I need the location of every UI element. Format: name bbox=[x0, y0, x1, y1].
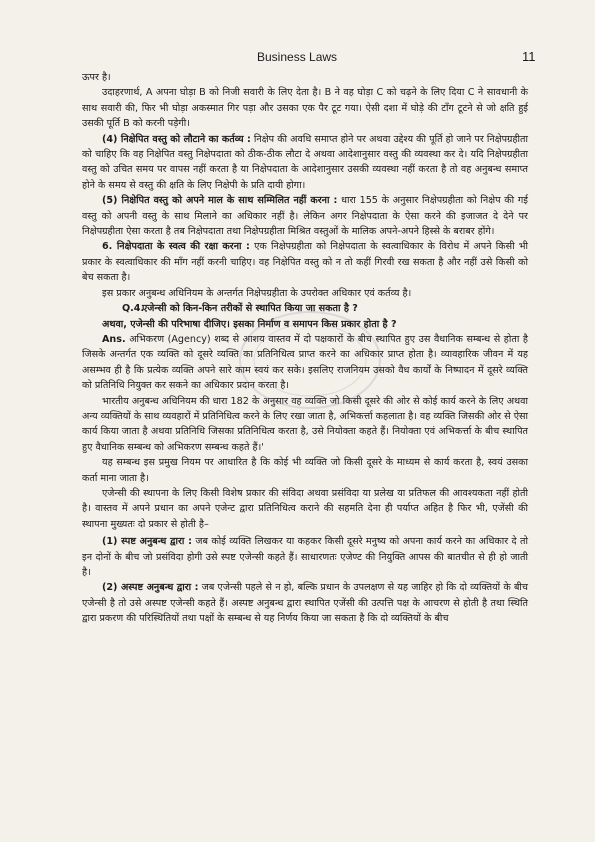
implied-agency-text: जब एजेन्सी पहले से न हो, बल्कि प्रधान के उपलक्षण से यह जाहिर हो कि दो व्यक्तियों के बीच एजेन्सी है तो उसे अस्पष्ट एजेन्सी कहते हैं। अस्पष्ट अनुबन्ध द्वारा स्थापित एजेंसी की उत्पत्ति पक्ष के आचरण से होती है तथा स्थिति द्वारा प्रकरण की परिस्थितियों तथा पक्षों के सम्बन्ध से यह निर्णय किया जा सकता है कि दो व्यक्तियों के बीच bbox=[82, 582, 529, 625]
section-4-heading: (4) निक्षेपित वस्तु को लौटाने का कर्तव्य : bbox=[102, 133, 251, 145]
question-line-1 bbox=[82, 301, 528, 316]
answer-label: Ans. bbox=[102, 333, 126, 345]
implied-agency-heading: (2) अस्पष्ट अनुबन्ध द्वारा : bbox=[102, 582, 199, 594]
section-5-text: धारा 155 के अनुसार निक्षेपग्रहीता को निक्षेप की गई वस्तु को अपनी वस्तु के साथ मिलाने का अधिकार नहीं है। लेकिन अगर निक्षेपदाता के ऐसा करने की इजाजत दे देने पर निक्षेपग्रहीता ऐसा करता है तब निक्षेपदाता तथा निक्षेपग्रहीता मिश्रित वस्तुओं के मालिक अपने-अपने हिस्से के बराबर होंगे। bbox=[82, 195, 528, 238]
question-line-2: अथवा, एजेन्सी की परिभाषा दीजिए। इसका निर्माण व समापन किस प्रकार होता है ? bbox=[102, 318, 397, 330]
express-agency-heading: (1) स्पष्ट अनुबन्ध द्वारा : bbox=[102, 536, 192, 548]
express-agency-text: जब कोई व्यक्ति लिखकर या कहकर किसी दूसरे मनुष्य को अपना कार्य करने का अधिकार दे तो इन दोनों के बीच जो प्रसंविदा होगी उसे स्पष्ट एजेन्सी कहते हैं। साधारणतः एजेण्ट की नियुक्ति आपस की बातचीत से ही हो जाती है। bbox=[82, 536, 528, 578]
header-title: Business Laws bbox=[257, 50, 338, 64]
section-6-heading: 6. निक्षेपदाता के स्वत्व की रक्षा करना : bbox=[102, 241, 250, 253]
paragraph-establishment: एजेन्सी की स्थापना के लिए किसी विशेष प्रकार की संविदा अथवा प्रसंविदा या प्रलेख या प्रतिफल की आवश्यकता नहीं होती है। वास्तव में अपने प्रधान का अपने एजेन्ट द्वारा प्रतिनिधित्व कराने की सहमति देना ही पर्याप्त अहित है फिर भी, एजेंसी की स्थापना मुख्यतः दो प्रकार से होती है– bbox=[82, 487, 528, 530]
express-agency bbox=[82, 534, 528, 580]
section-6 bbox=[82, 239, 528, 285]
question-number: Q.4. bbox=[122, 303, 145, 315]
section-5-heading: (5) निक्षेपित वस्तु को अपने माल के साथ सम्मिलित नहीं करना : bbox=[102, 195, 338, 207]
closing-paragraph: इस प्रकार अनुबन्ध अधिनियम के अन्तर्गत निक्षेपग्रहीता के उपरोक्त अधिकार एवं कर्तव्य है। bbox=[102, 287, 412, 299]
section-5 bbox=[82, 193, 528, 239]
running-header bbox=[0, 50, 595, 68]
answer-text: अभिकरण (Agency) शब्द से आशय वास्तव में दो पक्षकारों के बीच स्थापित हुए उस वैधानिक सम्बन्ध से होता है जिसके अन्तर्गत एक व्यक्ति को दूसरे व्यक्ति का प्रतिनिधित्व प्राप्त करने का अधिकार प्राप्त होता है। व्यावहारिक जीवन में यह असम्भव ही है कि प्रत्येक व्यक्ति अपने सारे काम स्वयं कर सके। इसलिए राजनियम उसको वैध कार्यों के निष्पादन में दूसरे व्यक्ति को प्रतिनिधि नियुक्त कर सकने का अधिकार प्रदान करता है। bbox=[82, 333, 528, 392]
paragraph-example: उदाहरणार्थ, A अपना घोड़ा B को निजी सवारी के लिए देता है। B ने वह घोड़ा C को चढ़ने के लिए दिया C ने सावधानी के साथ सवारी की, फिर भी घोड़ा अकस्मात गिर पड़ा और उसका एक पैर टूट गया। ऐसी दशा में घोड़े की टाँग टूटने से जो क्षति हुई उसकी पूर्ति B को करनी पड़ेगी। bbox=[82, 87, 528, 130]
paragraph-continuation: ऊपर है। bbox=[82, 72, 111, 83]
paragraph-rule: यह सम्बन्ध इस प्रमुख नियम पर आधारित है कि कोई भी व्यक्ति जो किसी दूसरे के माध्यम से कार्य करता है, स्वयं उसका कर्ता माना जाता है। bbox=[82, 457, 528, 484]
implied-agency bbox=[82, 580, 528, 626]
paragraph-section-182: भारतीय अनुबन्ध अधिनियम की धारा 182 के अनुसार वह व्यक्ति जो किसी दूसरे की ओर से कोई कार्य करने के लिए अथवा अन्य व्यक्तियों के साथ व्यवहारों में प्रतिनिधित्व करने के लिए रखा जाता है, अभिकर्त्ता कहलाता है। वह व्यक्ति जिसकी ओर से ऐसा कार्य किया जाता है अथवा प्रतिनिधि जिसका प्रतिनिधित्व करता है, उसे नियोक्ता कहते हैं। नियोक्ता एवं अभिकर्त्ता के बीच स्थापित हुए वैधानिक सम्बन्ध को अभिकरण सम्बन्ध कहते हैं।' bbox=[82, 395, 528, 453]
section-6-text: एक निक्षेपग्रहीता को निक्षेपदाता के स्वत्वाधिकार के विरोध में अपने किसी भी प्रकार के स्वत्वाधिकार की माँग नहीं करनी चाहिए। वह निक्षेपित वस्तु को न तो कहीं गिरवी रख सकता है और नहीं उसे किसी को बेच सकता है। bbox=[82, 241, 528, 284]
page-number: 11 bbox=[522, 49, 536, 64]
section-4 bbox=[82, 132, 528, 194]
question-text: एजेन्सी को किन-किन तरीकों से स्थापित किया जा सकता है ? bbox=[142, 303, 358, 315]
answer-paragraph bbox=[82, 332, 528, 394]
page-body bbox=[82, 70, 528, 627]
section-4-text: निक्षेप की अवधि समाप्त होने पर अथवा उद्देश्य की पूर्ति हो जाने पर निक्षेपग्रहीता को चाहिए कि वह निक्षेपित वस्तु निक्षेपदाता को ठीक-ठीक लौटा दे अथवा आदेशानुसार वस्तु की व्यवस्था कर दे। यदि निक्षेपग्रहीता वस्तु को उचित समय पर वापस नहीं करता है या निक्षेपदाता के आदेशानुसार उसकी व्यवस्था नहीं करता है तो वह अनुबन्ध समाप्त होने के समय से वस्तु की क्षति के लिए निक्षेपी के प्रति दायी होगा। bbox=[82, 133, 528, 191]
